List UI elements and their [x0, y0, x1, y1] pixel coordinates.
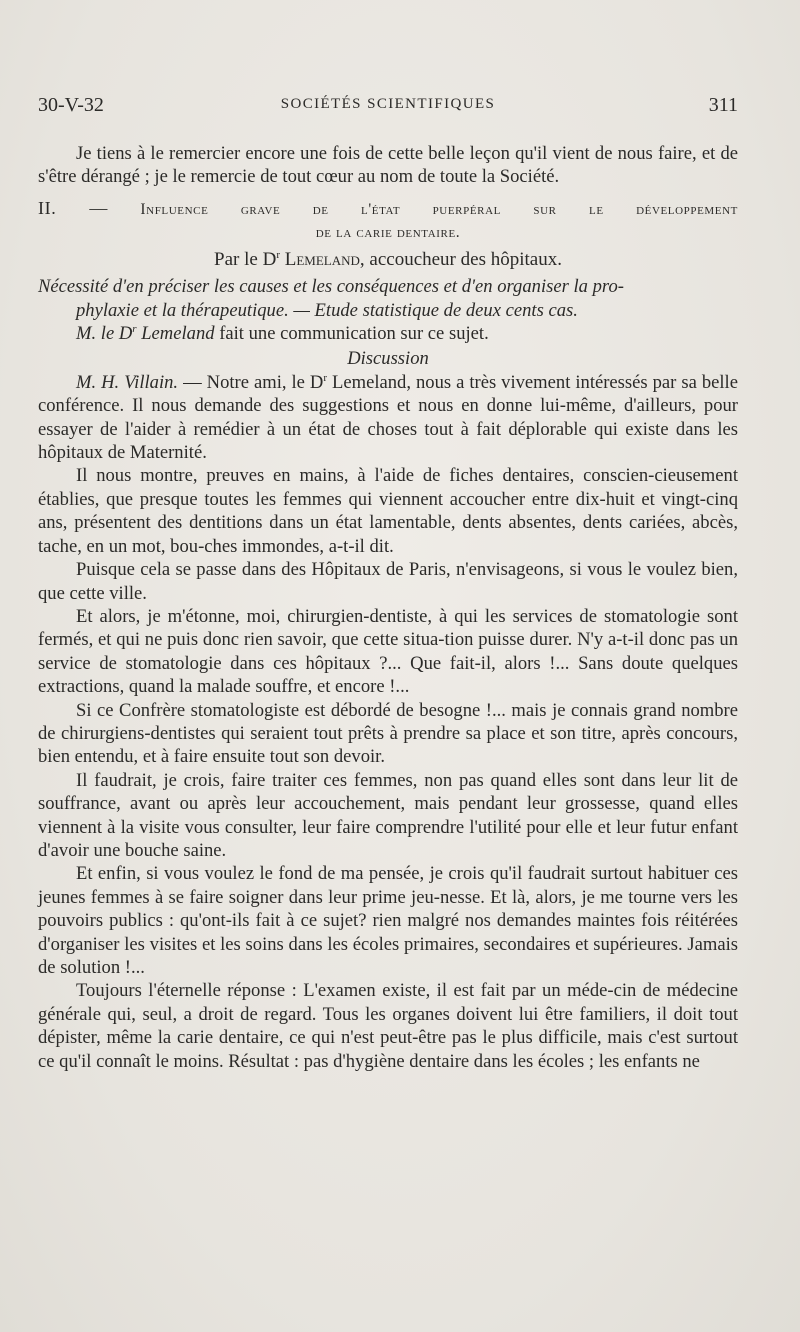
section-title-line2: de la carie dentaire.	[315, 223, 461, 241]
intro-paragraph: Je tiens à le remercier encore une fois de cette belle leçon qu'il vient de nous faire, et de s'être dérangé ; je le remercie de tout cœur au nom de toute la Société.	[38, 143, 738, 188]
byline-suffix: , accoucheur des hôpitaux.	[359, 248, 562, 270]
article-body	[38, 142, 738, 1073]
discussion-paragraph: Et enfin, si vous voulez le fond de ma pensée, je crois qu'il faudrait surtout habituer ces jeunes femmes à se faire soigner dans leur prime jeu-nesse. Et là, alors, je me tourne vers les pouvoirs publics : qu'ont-ils fait à ce sujet? rien malgré nos demandes maintes fois réitérées d'organiser les visites et les soins dans les écoles primaires, secondaires et supérieures. Jamais de solution !...	[38, 863, 738, 978]
header-title: SOCIÉTÉS SCIENTIFIQUES	[280, 96, 496, 112]
communication-sup: r	[132, 323, 137, 336]
section-heading	[38, 197, 738, 221]
communication-speaker-prefix: M. le D	[76, 323, 133, 345]
discussion-paragraph: Si ce Confrère stomatologiste est débordé de besogne !... mais je connais grand nombre de chirurgiens-dentistes qui seraient tout prêts à prendre sa place et son titre, après concours, bien entendu, et à faire ensuite tout son devoir.	[38, 699, 738, 768]
discussion-title: Discussion	[347, 348, 429, 370]
discussion-paragraph: Puisque cela se passe dans des Hôpitaux de Paris, n'envisageons, si vous le voulez bien, que cette ville.	[38, 559, 738, 604]
discussion-speaker: M. H. Villain.	[76, 371, 179, 393]
page-number: 311	[708, 94, 738, 116]
section-numeral: II. —	[38, 197, 108, 218]
byline-prefix: Par le D	[214, 248, 277, 270]
byline	[38, 248, 738, 271]
discussion-text-a: — Notre ami, le D	[178, 371, 324, 393]
discussion-paragraph: Toujours l'éternelle réponse : L'examen existe, il est fait par un méde-cin de médecine générale qui, seul, a droit de regard. Tous les organes doivent lui être familiers, il doit tout dépister, même la carie dentaire, ce qui n'est peut-être pas le plus difficile, mais c'est surtout ce qu'il connaît le moins. Résultat : pas d'hygiène dentaire dans les écoles ; les enfants ne	[38, 980, 738, 1072]
running-header	[38, 94, 738, 120]
discussion-paragraph: Il nous montre, preuves en mains, à l'aide de fiches dentaires, conscien-cieusement établies, que presque toutes les femmes qui viennent accoucher entre dix-huit et vingt-cinq ans, présentent des dentitions dans un état lamentable, dents absentes, dents cariées, abcès, tache, en un mot, bou-ches immondes, a-t-il dit.	[38, 465, 738, 557]
discussion-paragraph: Et alors, je m'étonne, moi, chirurgien-dentiste, à qui les services de stomatologie sont fermés, et qui ne puis donc rien savoir, que cette situa-tion puisse durer. N'y a-t-il donc pas un service de stomatologie dans ces hôpitaux ?... Que fait-il, alors !... Sans doute quelques extractions, quand la malade souffre, et encore !...	[38, 605, 738, 698]
byline-author: Lemeland	[284, 248, 360, 270]
discussion-sup: r	[323, 371, 328, 384]
discussion-text-b: Lemeland, nous a très vivement intéressés par sa belle conférence. Il nous demande des suggestions et nous en donne lui-même, d'ailleurs, pour essayer de l'aider à remédier à un état de choses tout à fait déplorable qui existe dans les hôpitaux de Maternité.	[38, 371, 738, 464]
subtitle-line1: Nécessité d'en préciser les causes et les conséquences et d'en organiser la pro-	[38, 276, 624, 298]
discussion-paragraph: Il faudrait, je crois, faire traiter ces femmes, non pas quand elles sont dans leur lit de souffrance, avant ou après leur accouchement, mais pendant leur grossesse, quand elles viennent à la visite vous consulter, leur faire comprendre l'utilité pour elle et leur futur enfant d'avoir une bouche saine.	[38, 769, 738, 861]
section-subtitle	[38, 275, 738, 322]
communication-speaker-name: Lemeland	[136, 323, 215, 345]
byline-sup: r	[276, 248, 280, 261]
subtitle-line2: phylaxie et la thérapeutique. — Etude statistique de deux cents cas.	[76, 299, 578, 321]
communication-note	[38, 322, 738, 345]
discussion-first-paragraph	[38, 371, 738, 465]
section-title-line1: Influence grave de l'état puerpéral sur le développement	[140, 200, 738, 218]
header-date: 30-V-32	[38, 94, 104, 116]
communication-text: fait une communication sur ce sujet.	[214, 323, 489, 345]
